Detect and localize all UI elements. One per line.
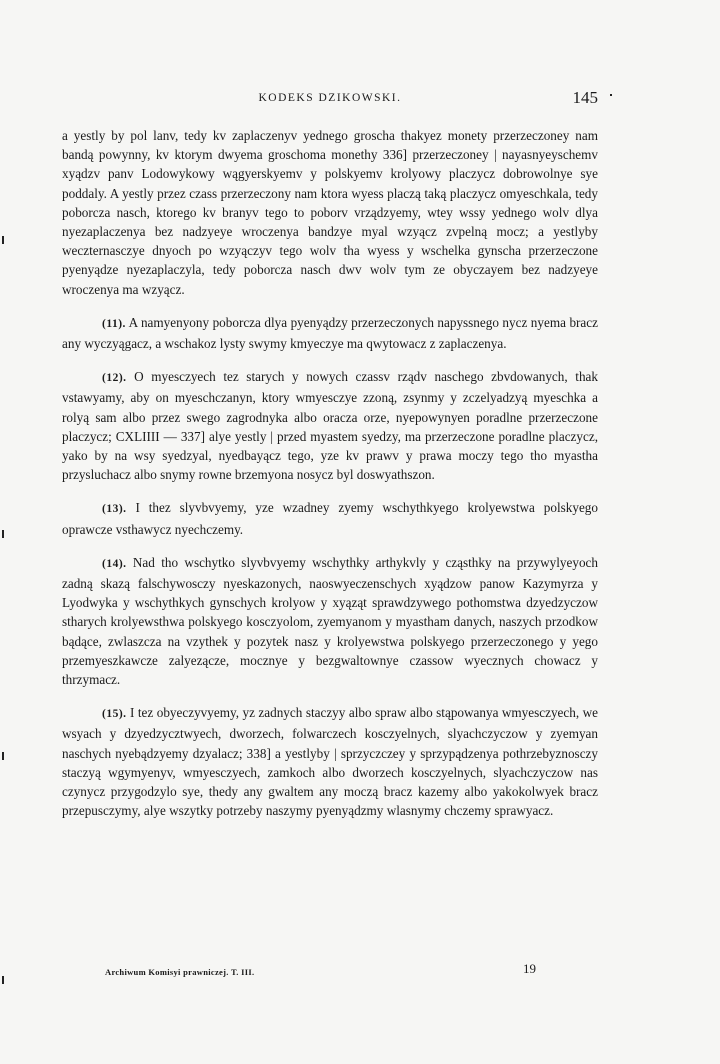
- running-title: KODEKS DZIKOWSKI.: [258, 92, 402, 104]
- source-note: Archiwum Komisyi prawniczej. T. III.: [105, 967, 255, 977]
- article-number: (14).: [102, 557, 127, 570]
- paragraph-text: Nad tho wschytko slyvbvyemy wschythky arthykvly y cząsthky na przywylyeyoch zadną skazą falschywosczy nyeskazonych, naoswyeczenschych xyądzow panow Kazymyrza y Lyodwyka y wschythkych gynschych krolyow y xyąząt sprawdzywego pothomstwa dzyedzyczow stharych krolyewsthwa polskyego kosczyolom, zyemyanom y myastham danych, naszych przodkow bądące, zwlaszcza na vzythek y pozytek nasz y krolyewstwa polskyego przerzeczonego y yego przemyeszkawcze zalyezącze, mocznye y bezgwaltownye czassow wyecznych chowacz y thrzymacz.: [62, 554, 599, 688]
- paragraph: [62, 553, 598, 689]
- paragraph-text: A namyenyony poborcza dlya pyenyądzy przerzeczonych napyssnego nycz nyema bracz any wyczyągacz, a wschakoz lysty swymy kmyeczye ma qwytowacz z zaplaczenya.: [62, 314, 598, 352]
- paragraph-text: I thez slyvbvyemy, yze wzadney zyemy wschythkyego krolyewstwa polskyego oprawcze vsthawycz nyechczemy.: [62, 500, 598, 537]
- scan-mark: [610, 94, 612, 96]
- paragraph-text: O myesczyech tez starych y nowych czassv rządv naschego zbvdowanych, thak vstawyamy, aby on myeschczanyn, ktory wmyesczye zzoną, zsynmy y zczelyadzyą myeschka a rolyą sam albo przez swego zagrodnyka albo oracza orze, nyepowynyen poradlne przerzeczone placzycz; CXLIIII — 337] alye yestly | przed myastem syedzy, ma przerzeczone poradlne placzycz, yako by na wsy syedzyal, nyedbayącz tego, yze kv prawv y prawa moczy tego tho myastha przysluchacz albo snymy rowne brzemyona nosycz byl doswyathszon.: [62, 369, 598, 483]
- article-number: (15).: [102, 708, 127, 721]
- paragraph-text: a yestly by pol lanv, tedy kv zaplaczenyv yednego groscha thakyez monety przerzeczoney nam bandą powynny, kv ktorym dwyema groschoma monethy 336] przerzeczoney | nayasnyeyschemv xyądzv panv Lodowykowy wągyerskyemv y polskyemv krolyowy placzycz dobrowolnye sye poddaly. A yestly przez czass przerzeczony nam ktora wyess placzą taką placzycz omyeschkala, tedy poborcza nasch, ktorego kv branyv tego to poborv vrządzyemy, wtey wssy yednego wolv dlya nyezaplaczenya bez nadzyeye wroczenya bandzye myal wzyącz zvpelną mocz; a yestlyby weczternasczye dnyoch po wzyączyv tego wolv tha wyess y wschelka gynscha przerzeczone pyenyądze nyezaplaczyla, tedy poborcza nasch dwv wolv tym ze obyczayem bez nadzyeye wroczenya ma wzyącz.: [62, 128, 598, 297]
- paragraph: [62, 498, 598, 538]
- body-text: [62, 126, 598, 821]
- paragraph: [62, 367, 598, 484]
- page-footer: [105, 961, 545, 981]
- article-number: (13).: [102, 503, 127, 516]
- signature-mark: 19: [523, 961, 536, 976]
- page-number: 145: [572, 88, 598, 107]
- paragraph: [62, 126, 598, 299]
- scan-mark: [2, 976, 4, 984]
- scan-mark: [2, 752, 4, 760]
- paragraph: [62, 703, 598, 820]
- running-header: [62, 88, 598, 112]
- paragraph: [62, 313, 598, 353]
- document-page: [62, 88, 598, 835]
- paragraph-text: I tez obyeczyvyemy, yz zadnych staczyy albo spraw albo stąpowanya wmyesczyech, we wsyach y dzyedzycztwyech, dworzech, folwarczech kosczyelnych, slyachczyczow y zyemyan naschych nyebądzyemy dzyalacz; 338] a yestlyby | sprzyczczey y sprzypądzenya pothrzebyznosczy staczyą wgymyenyv, wmyesczyech, zamkoch albo dworzech kosczyelnych, slyachczyczow nas czynycz przygodzylo sye, thedy any gwaltem any moczą bracz kazemy albo yakokolwyek bracz przepusczymy, alye wszytky potrzeby naszymy pyenyądzmy wlasnymy chczemy sprawyacz.: [62, 705, 599, 819]
- article-number: (11).: [102, 317, 126, 330]
- article-number: (12).: [102, 372, 127, 385]
- scan-mark: [2, 236, 4, 244]
- scan-mark: [2, 530, 4, 538]
